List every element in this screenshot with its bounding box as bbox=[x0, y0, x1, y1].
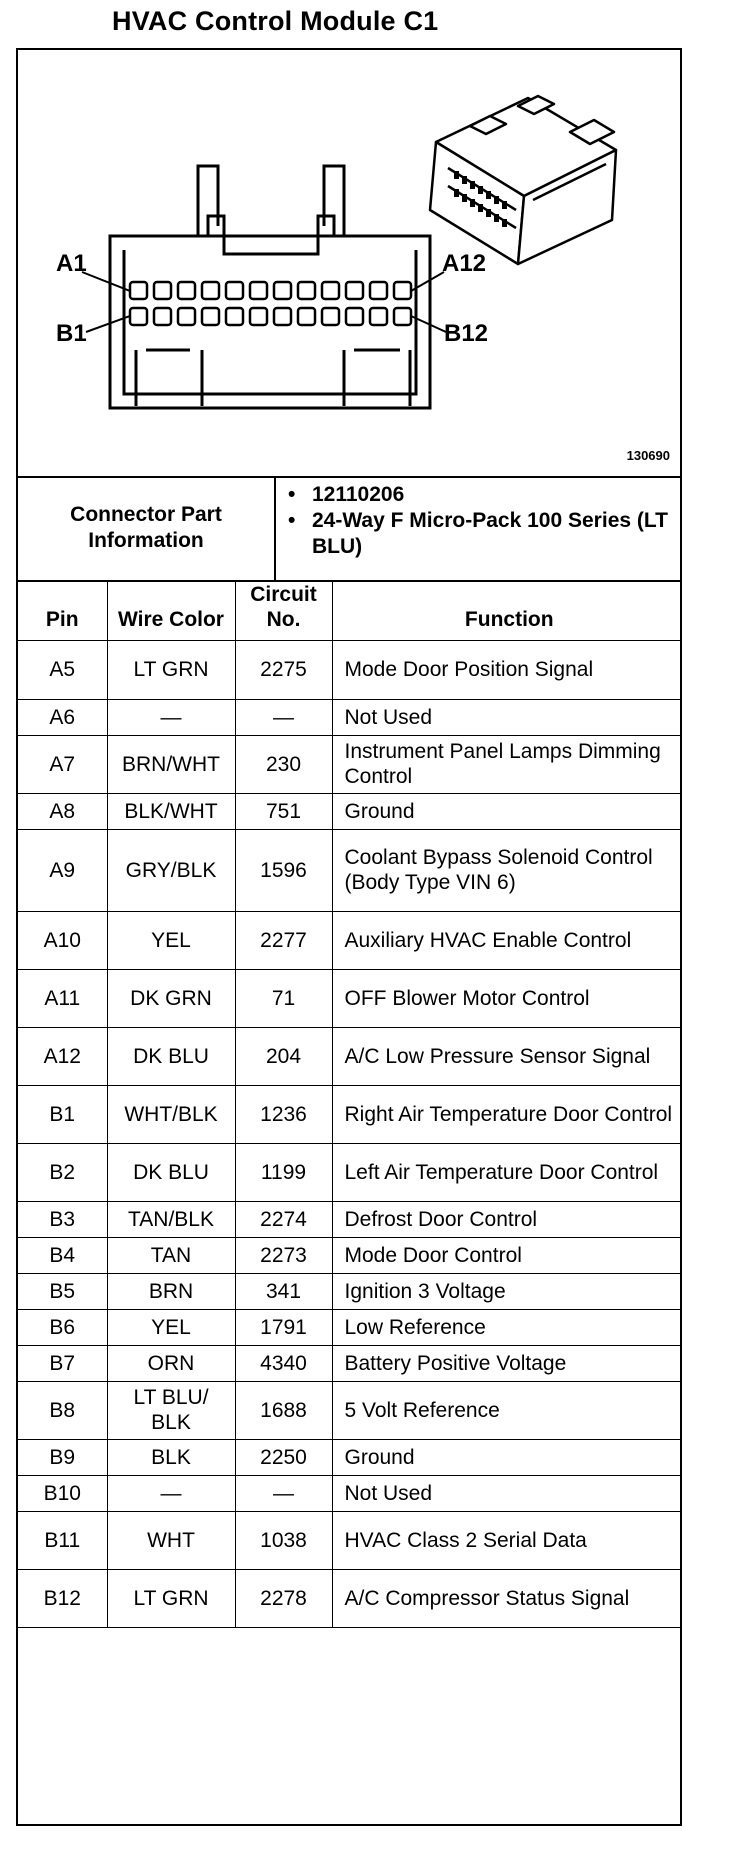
function-cell: Not Used bbox=[332, 1475, 680, 1511]
connector-diagram bbox=[18, 50, 680, 478]
wire-color-cell: LT BLU/ BLK bbox=[107, 1381, 235, 1439]
wire-color-cell: BLK bbox=[107, 1439, 235, 1475]
bullet-icon: • bbox=[288, 509, 296, 532]
connector-part-info bbox=[18, 476, 680, 582]
bullet-icon: • bbox=[288, 483, 296, 506]
circuit-cell: 2278 bbox=[235, 1569, 332, 1627]
circuit-cell: 751 bbox=[235, 793, 332, 829]
wire-color-cell: LT GRN bbox=[107, 640, 235, 699]
circuit-cell: 2274 bbox=[235, 1201, 332, 1237]
circuit-cell: 1199 bbox=[235, 1143, 332, 1201]
pin-label-a12: A12 bbox=[442, 250, 487, 277]
pin-cell: B12 bbox=[18, 1569, 107, 1627]
wire-color-cell: YEL bbox=[107, 1309, 235, 1345]
circuit-cell: 2275 bbox=[235, 640, 332, 699]
pin-cell: B6 bbox=[18, 1309, 107, 1345]
table-row bbox=[18, 793, 680, 829]
circuit-cell: 2250 bbox=[235, 1439, 332, 1475]
wire-color-cell: YEL bbox=[107, 911, 235, 969]
circuit-cell: 1596 bbox=[235, 829, 332, 911]
pin-cell: B4 bbox=[18, 1237, 107, 1273]
circuit-cell: — bbox=[235, 1475, 332, 1511]
pin-label-b1: B1 bbox=[56, 320, 87, 347]
pin-cell: B3 bbox=[18, 1201, 107, 1237]
wire-color-cell: DK GRN bbox=[107, 969, 235, 1027]
wire-color-cell: WHT bbox=[107, 1511, 235, 1569]
part-number: • 12110206 bbox=[288, 483, 405, 506]
connector-info-heading: Connector Part Information bbox=[18, 476, 276, 580]
wire-color-cell: DK BLU bbox=[107, 1027, 235, 1085]
pin-cell: A7 bbox=[18, 735, 107, 793]
wire-color-cell: BRN bbox=[107, 1273, 235, 1309]
function-cell: Ground bbox=[332, 1439, 680, 1475]
pin-cell: A8 bbox=[18, 793, 107, 829]
circuit-cell: 71 bbox=[235, 969, 332, 1027]
wire-color-cell: TAN bbox=[107, 1237, 235, 1273]
circuit-cell: 1688 bbox=[235, 1381, 332, 1439]
table-row bbox=[18, 1143, 680, 1201]
function-cell: Auxiliary HVAC Enable Control bbox=[332, 911, 680, 969]
pinout-table bbox=[18, 580, 680, 1628]
connector-drawing bbox=[18, 50, 680, 476]
function-cell: Left Air Temperature Door Control bbox=[332, 1143, 680, 1201]
function-cell: Mode Door Position Signal bbox=[332, 640, 680, 699]
table-row bbox=[18, 1237, 680, 1273]
circuit-cell: — bbox=[235, 699, 332, 735]
pin-cell: A11 bbox=[18, 969, 107, 1027]
pin-cell: B5 bbox=[18, 1273, 107, 1309]
pin-cell: B7 bbox=[18, 1345, 107, 1381]
function-cell: Defrost Door Control bbox=[332, 1201, 680, 1237]
function-cell: A/C Low Pressure Sensor Signal bbox=[332, 1027, 680, 1085]
circuit-cell: 204 bbox=[235, 1027, 332, 1085]
wire-color-cell: — bbox=[107, 699, 235, 735]
table-row bbox=[18, 1201, 680, 1237]
function-cell: Right Air Temperature Door Control bbox=[332, 1085, 680, 1143]
wire-color-cell: GRY/BLK bbox=[107, 829, 235, 911]
function-cell: 5 Volt Reference bbox=[332, 1381, 680, 1439]
pin-cell: B2 bbox=[18, 1143, 107, 1201]
header-circuit-no: Circuit No. bbox=[235, 580, 332, 640]
connector-description: • 24-Way F Micro-Pack 100 Series (LT BLU) bbox=[288, 509, 668, 558]
pin-cell: A6 bbox=[18, 699, 107, 735]
function-cell: A/C Compressor Status Signal bbox=[332, 1569, 680, 1627]
table-row bbox=[18, 640, 680, 699]
pin-label-a1: A1 bbox=[56, 250, 87, 277]
function-cell: Ground bbox=[332, 793, 680, 829]
wire-color-cell: BLK/WHT bbox=[107, 793, 235, 829]
pin-cell: B11 bbox=[18, 1511, 107, 1569]
circuit-cell: 230 bbox=[235, 735, 332, 793]
circuit-cell: 341 bbox=[235, 1273, 332, 1309]
table-row bbox=[18, 1511, 680, 1569]
figure-number: 130690 bbox=[626, 448, 670, 463]
connector-info-list bbox=[276, 476, 680, 580]
circuit-cell: 1236 bbox=[235, 1085, 332, 1143]
pin-cell: B9 bbox=[18, 1439, 107, 1475]
table-row bbox=[18, 1381, 680, 1439]
table-row bbox=[18, 1085, 680, 1143]
function-cell: HVAC Class 2 Serial Data bbox=[332, 1511, 680, 1569]
function-cell: Low Reference bbox=[332, 1309, 680, 1345]
table-row bbox=[18, 1273, 680, 1309]
page-title: HVAC Control Module C1 bbox=[112, 6, 439, 36]
table-row bbox=[18, 1027, 680, 1085]
pin-cell: A5 bbox=[18, 640, 107, 699]
wire-color-cell: DK BLU bbox=[107, 1143, 235, 1201]
pin-cell: B10 bbox=[18, 1475, 107, 1511]
function-cell: Ignition 3 Voltage bbox=[332, 1273, 680, 1309]
wire-color-cell: ORN bbox=[107, 1345, 235, 1381]
table-row bbox=[18, 1475, 680, 1511]
function-cell: Battery Positive Voltage bbox=[332, 1345, 680, 1381]
wire-color-cell: — bbox=[107, 1475, 235, 1511]
wire-color-cell: BRN/WHT bbox=[107, 735, 235, 793]
circuit-cell: 1038 bbox=[235, 1511, 332, 1569]
pin-cell: A12 bbox=[18, 1027, 107, 1085]
table-row bbox=[18, 1439, 680, 1475]
function-cell: Mode Door Control bbox=[332, 1237, 680, 1273]
function-cell: Not Used bbox=[332, 699, 680, 735]
pin-cell: A9 bbox=[18, 829, 107, 911]
wire-color-cell: LT GRN bbox=[107, 1569, 235, 1627]
header-function: Function bbox=[332, 580, 680, 640]
pin-cell: B8 bbox=[18, 1381, 107, 1439]
circuit-cell: 2277 bbox=[235, 911, 332, 969]
table-header-row bbox=[18, 580, 680, 640]
header-wire-color: Wire Color bbox=[107, 580, 235, 640]
function-cell: Coolant Bypass Solenoid Control (Body Type VIN 6) bbox=[332, 829, 680, 911]
circuit-cell: 2273 bbox=[235, 1237, 332, 1273]
connector-3d-view bbox=[430, 96, 616, 264]
connector-document bbox=[16, 48, 682, 1826]
table-row bbox=[18, 1309, 680, 1345]
table-row bbox=[18, 699, 680, 735]
pin-cell: A10 bbox=[18, 911, 107, 969]
table-row bbox=[18, 1569, 680, 1627]
table-row bbox=[18, 829, 680, 911]
wire-color-cell: WHT/BLK bbox=[107, 1085, 235, 1143]
circuit-cell: 4340 bbox=[235, 1345, 332, 1381]
table-row bbox=[18, 735, 680, 793]
table-row bbox=[18, 911, 680, 969]
pin-label-b12: B12 bbox=[444, 320, 489, 347]
circuit-cell: 1791 bbox=[235, 1309, 332, 1345]
header-pin: Pin bbox=[18, 580, 107, 640]
function-cell: OFF Blower Motor Control bbox=[332, 969, 680, 1027]
table-row bbox=[18, 969, 680, 1027]
wire-color-cell: TAN/BLK bbox=[107, 1201, 235, 1237]
table-row bbox=[18, 1345, 680, 1381]
pin-cell: B1 bbox=[18, 1085, 107, 1143]
function-cell: Instrument Panel Lamps Dimming Control bbox=[332, 735, 680, 793]
